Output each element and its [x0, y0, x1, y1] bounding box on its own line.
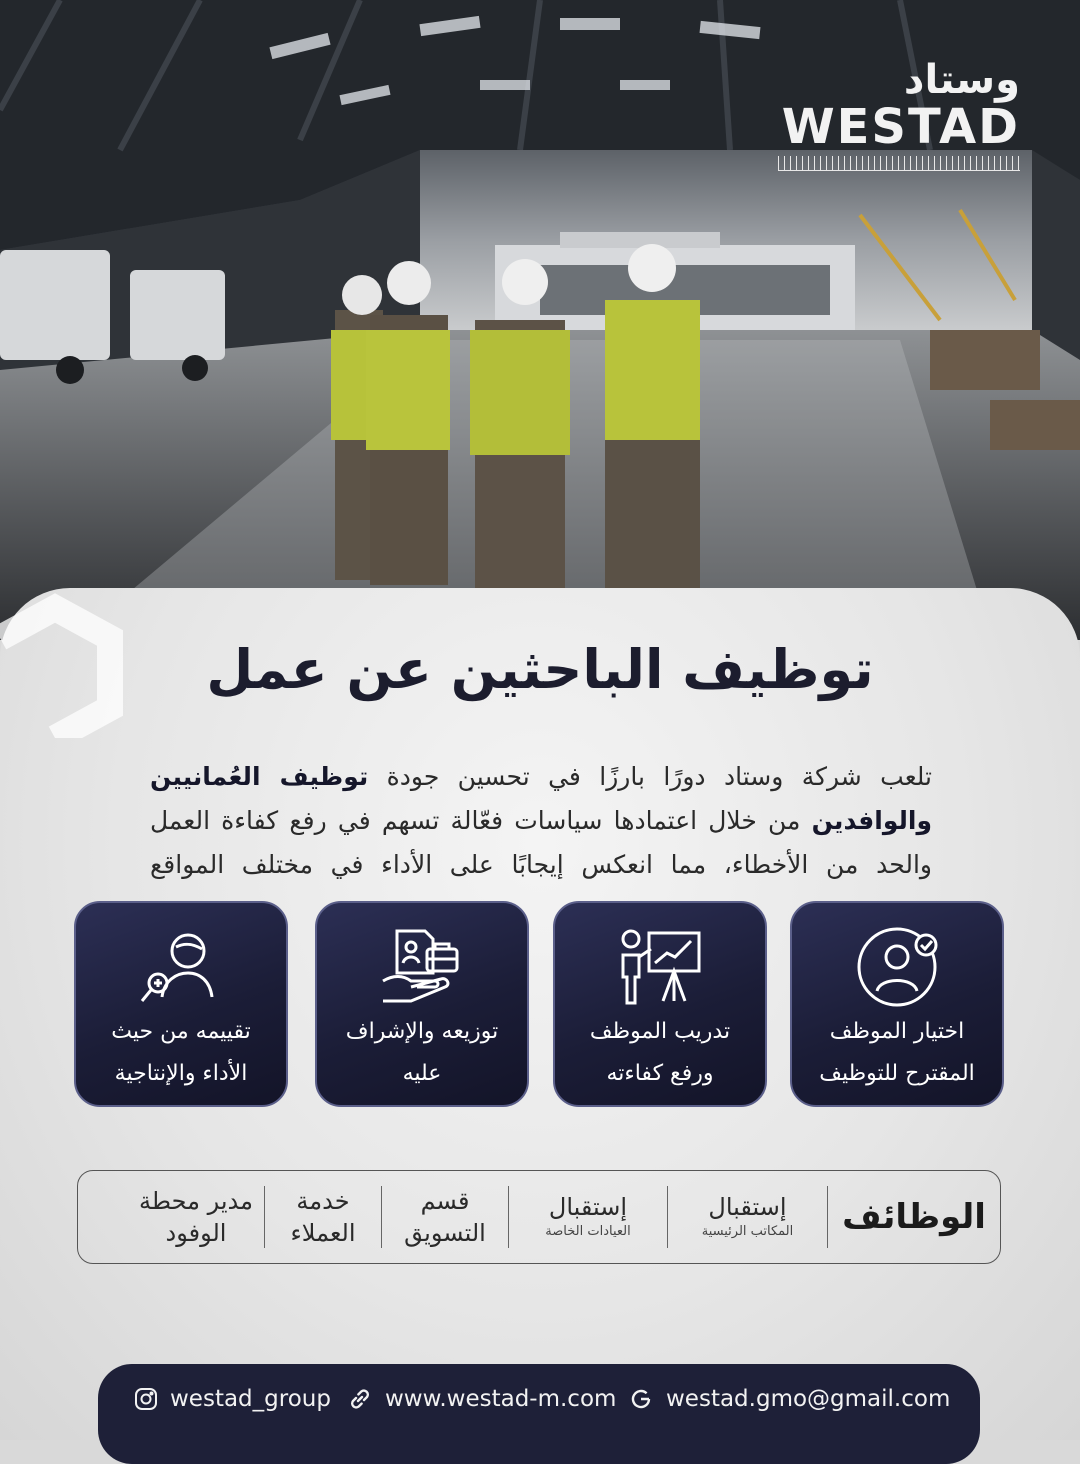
jobs-label: الوظائف	[842, 1197, 986, 1237]
feature-1-line2: المقترح للتوظيف	[819, 1061, 975, 1086]
job-delegations-manager	[128, 1185, 264, 1249]
divider	[667, 1186, 668, 1248]
feature-1-line1: اختيار الموظف	[829, 1019, 965, 1044]
job-marketing	[382, 1185, 508, 1249]
website-contact[interactable]	[347, 1386, 616, 1412]
job-4-line2: العملاء	[290, 1219, 356, 1247]
intro-paragraph	[150, 755, 932, 887]
job-1-title: إستقبال	[708, 1193, 787, 1221]
job-1-subtitle: المكاتب الرئيسية	[701, 1224, 794, 1239]
instagram-icon	[134, 1387, 158, 1411]
email-address[interactable]: westad.gmo@gmail.com	[666, 1386, 951, 1412]
jobs-list	[77, 1170, 1001, 1264]
job-2-subtitle: العيادات الخاصة	[545, 1224, 631, 1239]
page-title: توظيف الباحثين عن عمل	[206, 638, 874, 701]
intro-bold: توظيف العُمانيين والوافدين	[150, 762, 932, 835]
feature-evaluation	[74, 901, 288, 1107]
divider	[508, 1186, 509, 1248]
intro-text-1: تلعب شركة وستاد دورًا بارزًا في تحسين جودة	[368, 762, 932, 791]
divider	[827, 1186, 828, 1248]
feature-4-line2: الأداء والإنتاجية	[114, 1061, 248, 1086]
job-3-line2: التسويق	[404, 1219, 486, 1247]
feature-distribution	[315, 901, 529, 1107]
training-presentation-icon	[555, 925, 765, 1009]
feature-3-line1: توزيعه والإشراف	[345, 1019, 499, 1044]
hero-photo	[0, 0, 1080, 640]
link-icon	[347, 1386, 373, 1412]
job-5-line1: مدير محطة	[139, 1187, 253, 1215]
instagram-contact[interactable]	[134, 1386, 331, 1412]
distribution-supervision-icon	[317, 925, 527, 1009]
feature-3-line2: عليه	[402, 1061, 442, 1086]
google-icon	[628, 1386, 654, 1412]
logo-arabic: وستاد	[903, 57, 1020, 103]
feature-select-candidate	[790, 901, 1004, 1107]
feature-training	[553, 901, 767, 1107]
website-url[interactable]: www.westad-m.com	[385, 1386, 617, 1412]
job-5-line2: الوفود	[165, 1219, 227, 1247]
job-4-line1: خدمة	[296, 1187, 350, 1215]
job-customer-service	[265, 1185, 381, 1249]
contact-footer	[98, 1364, 980, 1464]
evaluation-person-icon	[76, 925, 286, 1009]
email-contact[interactable]	[628, 1386, 950, 1412]
divider	[264, 1186, 265, 1248]
instagram-handle[interactable]: westad_group	[170, 1386, 331, 1412]
job-main-offices-reception	[668, 1192, 827, 1242]
feature-4-line1: تقييمه من حيث	[111, 1019, 251, 1044]
westad-logo	[778, 58, 1020, 171]
intro-text-2: من خلال اعتمادها سياسات فعّالة تسهم في رفع كفاءة العمل والحد من الأخطاء، مما انعكس إيجابًا على الأداء في مختلف المواقع	[150, 806, 932, 879]
logo-english: WESTAD	[781, 99, 1020, 155]
job-3-line1: قسم	[420, 1187, 470, 1215]
divider	[381, 1186, 382, 1248]
logo-ruler-ornament	[778, 156, 1020, 171]
job-2-title: إستقبال	[548, 1193, 628, 1221]
feature-2-line1: تدريب الموظف	[589, 1019, 731, 1044]
job-clinics-reception	[509, 1192, 667, 1242]
feature-2-line2: ورفع كفاءته	[606, 1061, 714, 1086]
candidate-select-icon	[792, 925, 1002, 1009]
